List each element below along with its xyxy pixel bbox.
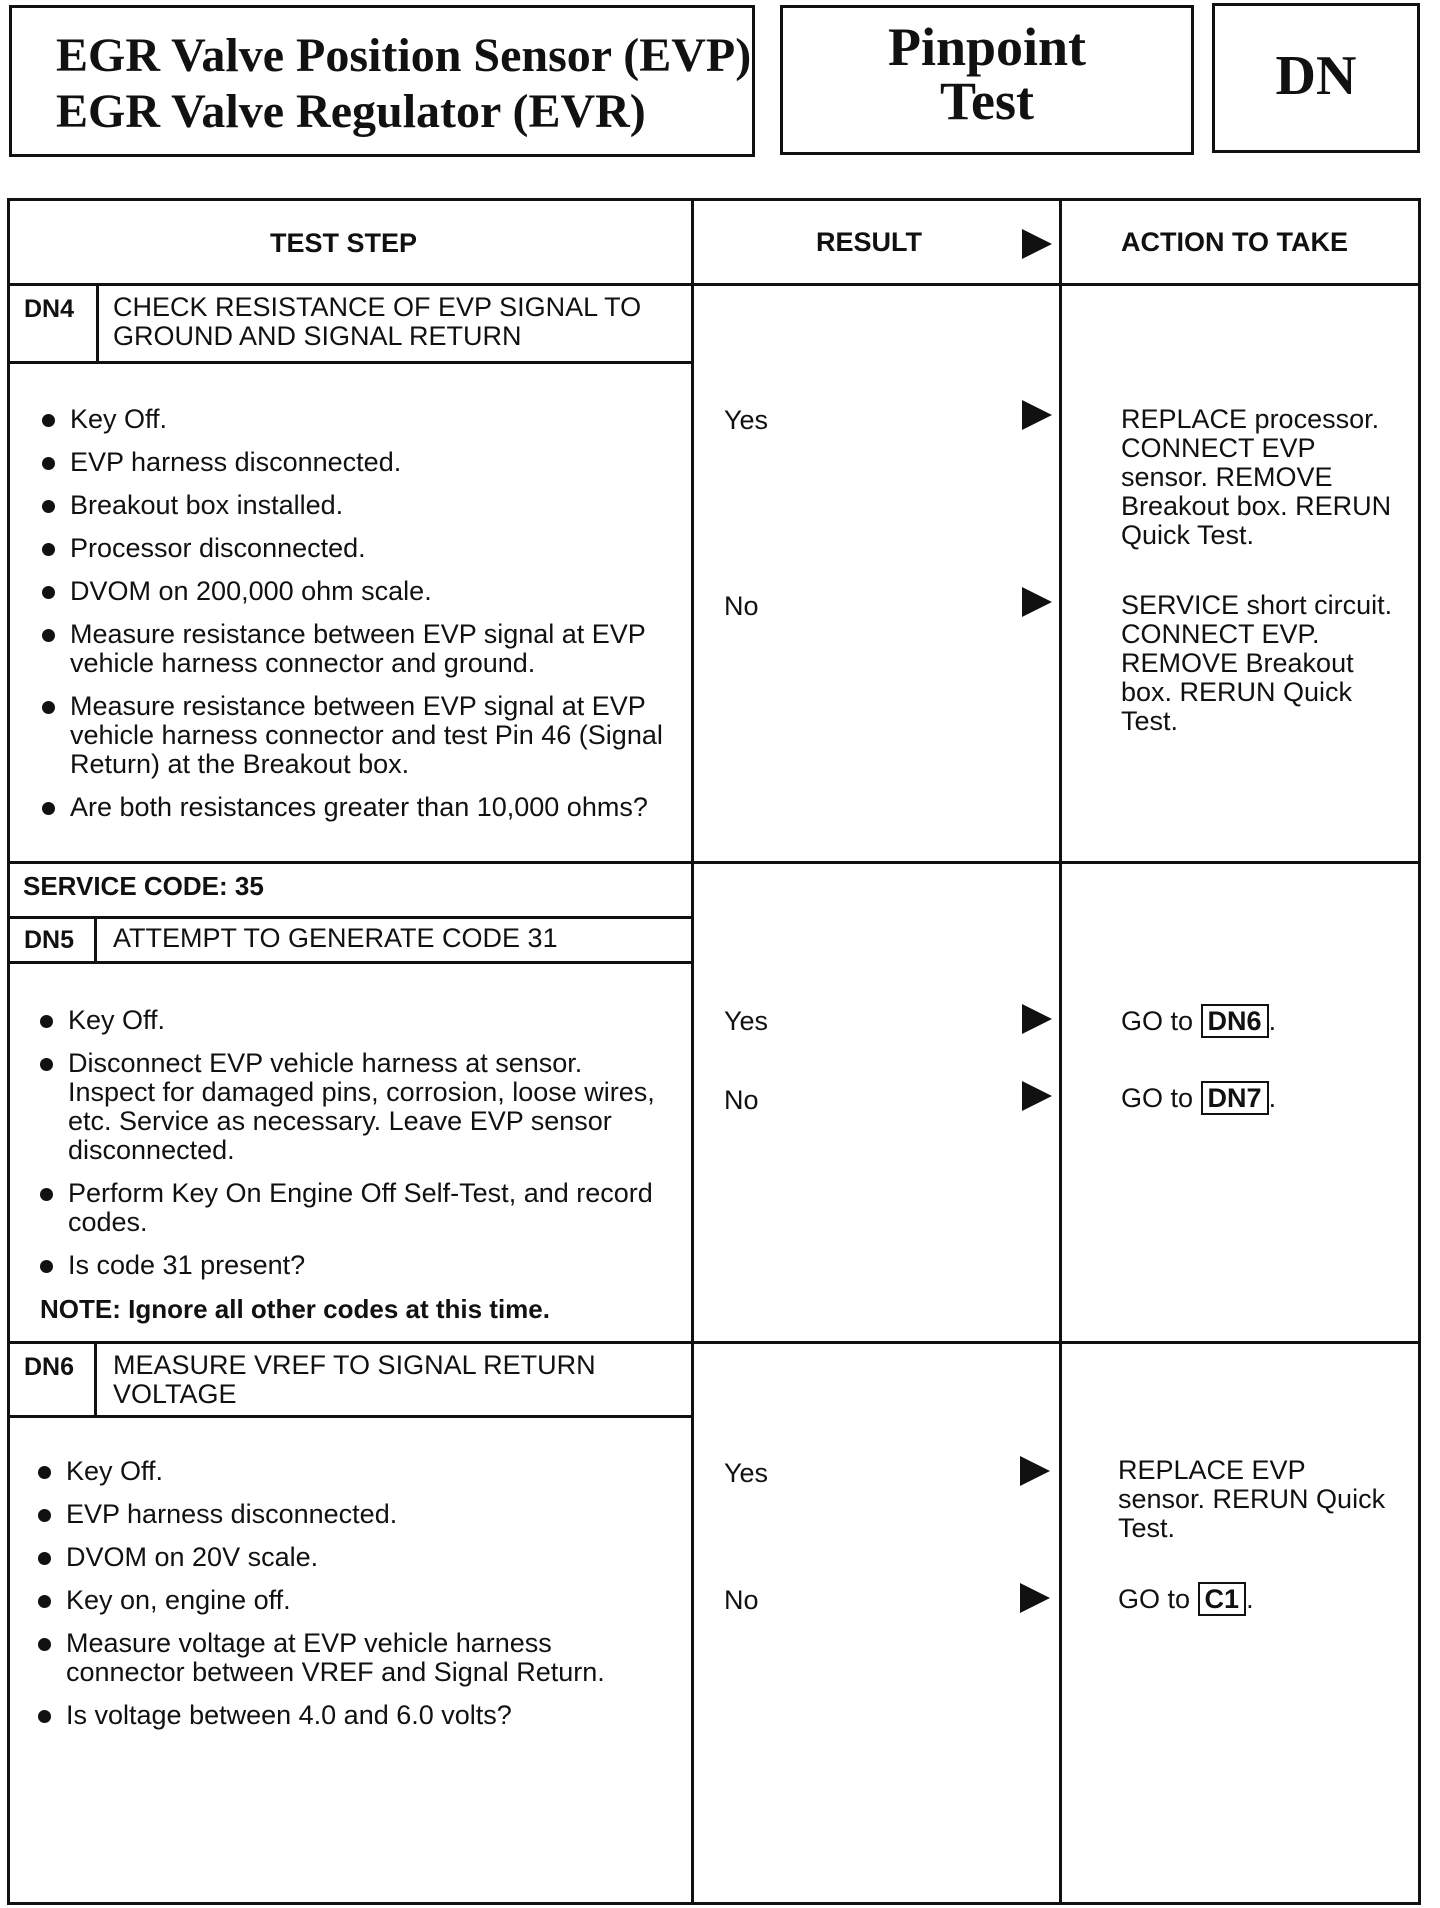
list-item: Measure resistance between EVP signal at EVP vehicle harness connector and ground.	[40, 620, 680, 678]
list-item: Key on, engine off.	[36, 1586, 666, 1615]
step-title-dn5: ATTEMPT TO GENERATE CODE 31	[113, 923, 558, 953]
arrow-right-icon	[1022, 1004, 1052, 1034]
step-title-divider	[10, 961, 691, 964]
step-title-line: GROUND AND SIGNAL RETURN	[113, 321, 522, 351]
step-title-line: CHECK RESISTANCE OF EVP SIGNAL TO	[113, 292, 642, 322]
dn5-result-yes: Yes	[724, 1006, 769, 1036]
title-box	[9, 5, 755, 157]
period: .	[1268, 1006, 1277, 1036]
list-item: DVOM on 20V scale.	[36, 1543, 666, 1572]
list-item: Key Off.	[40, 405, 680, 434]
section-divider	[10, 861, 1418, 864]
header-test-step: TEST STEP	[270, 228, 418, 258]
column-divider	[691, 201, 694, 1902]
step-id-divider	[96, 283, 99, 361]
dn4-no-action	[1121, 591, 1392, 736]
step-id-dn5: DN5	[24, 926, 75, 954]
list-item: Disconnect EVP vehicle harness at sensor. Inspect for damaged pins, corrosion, loose wires, etc. Service as necessary. Leave EVP sensor disconnected.	[38, 1049, 658, 1165]
list-item: Breakout box installed.	[40, 491, 680, 520]
action-line: CONNECT EVP	[1121, 433, 1316, 463]
title-line-1: EGR Valve Position Sensor (EVP)	[56, 29, 752, 82]
list-item: Key Off.	[36, 1457, 666, 1486]
section-divider	[10, 1341, 1418, 1344]
step-id-divider	[94, 1341, 97, 1415]
dn4-result-yes: Yes	[724, 405, 769, 435]
step-title-dn6	[113, 1351, 596, 1409]
list-item: Measure resistance between EVP signal at EVP vehicle harness connector and test Pin 46 (Signal Return) at the Breakout box.	[40, 692, 680, 779]
service-code-divider	[10, 916, 691, 919]
action-line: Test.	[1118, 1513, 1176, 1543]
arrow-right-icon	[1020, 1583, 1050, 1613]
pinpoint-test-box	[780, 5, 1194, 155]
dn4-yes-action	[1121, 405, 1391, 550]
dn6-yes-action	[1118, 1456, 1385, 1543]
goto-dn6-link[interactable]: DN6	[1201, 1004, 1269, 1038]
action-line: sensor. RERUN Quick	[1118, 1484, 1386, 1514]
dn5-result-no: No	[724, 1085, 759, 1115]
action-line: SERVICE short circuit.	[1121, 590, 1393, 620]
dn5-note: NOTE: Ignore all other codes at this time.	[40, 1294, 550, 1324]
action-line: CONNECT EVP.	[1121, 619, 1320, 649]
action-line: Breakout box. RERUN	[1121, 491, 1392, 521]
dn6-result-no: No	[724, 1585, 759, 1615]
arrow-right-icon	[1022, 587, 1052, 617]
dn5-no-action	[1121, 1081, 1276, 1115]
arrow-right-icon	[1022, 400, 1052, 430]
step-id-dn6: DN6	[24, 1353, 75, 1381]
arrow-right-icon	[1020, 1456, 1050, 1486]
header-result: RESULT	[816, 227, 922, 257]
step-title-line: VOLTAGE	[113, 1379, 237, 1409]
action-line: box. RERUN Quick	[1121, 677, 1353, 707]
test-code: DN	[1275, 45, 1357, 107]
step-id-divider	[94, 916, 97, 961]
action-line: REMOVE Breakout	[1121, 648, 1354, 678]
period: .	[1246, 1584, 1254, 1614]
column-divider	[1059, 201, 1062, 1902]
step-title-line: MEASURE VREF TO SIGNAL RETURN	[113, 1350, 596, 1380]
list-item: EVP harness disconnected.	[40, 448, 680, 477]
header-action-to-take: ACTION TO TAKE	[1121, 227, 1348, 257]
dn5-bullet-list	[38, 1006, 658, 1294]
goto-dn7-link[interactable]: DN7	[1201, 1081, 1269, 1115]
header-divider	[10, 283, 1418, 286]
dn6-result-yes: Yes	[724, 1458, 769, 1488]
list-item: Key Off.	[38, 1006, 658, 1035]
dn6-no-action	[1118, 1582, 1254, 1616]
period: .	[1268, 1083, 1277, 1113]
goto-c1-link[interactable]: C1	[1198, 1582, 1247, 1616]
goto-label: GO to	[1121, 1083, 1194, 1113]
list-item: Processor disconnected.	[40, 534, 680, 563]
dn6-bullet-list	[36, 1457, 666, 1744]
action-line: sensor. REMOVE	[1121, 462, 1333, 492]
test-label: Test	[939, 71, 1035, 131]
action-line: Quick Test.	[1121, 520, 1255, 550]
title-line-2: EGR Valve Regulator (EVR)	[56, 85, 646, 138]
step-title-dn4	[113, 293, 641, 351]
step-title-divider	[10, 361, 691, 364]
list-item: Perform Key On Engine Off Self-Test, and record codes.	[38, 1179, 658, 1237]
service-code: SERVICE CODE: 35	[23, 871, 264, 901]
goto-label: GO to	[1118, 1584, 1191, 1614]
goto-label: GO to	[1121, 1006, 1194, 1036]
pinpoint-label: Pinpoint	[887, 17, 1087, 77]
step-title-divider	[10, 1415, 691, 1418]
arrow-right-icon	[1022, 1081, 1052, 1111]
action-line: REPLACE EVP	[1118, 1455, 1306, 1485]
dn4-bullet-list	[40, 405, 680, 836]
list-item: Are both resistances greater than 10,000 ohms?	[40, 793, 680, 822]
dn5-yes-action	[1121, 1004, 1276, 1038]
action-line: Test.	[1121, 706, 1179, 736]
list-item: DVOM on 200,000 ohm scale.	[40, 577, 680, 606]
list-item: Is code 31 present?	[38, 1251, 658, 1280]
dn4-result-no: No	[724, 591, 759, 621]
list-item: EVP harness disconnected.	[36, 1500, 666, 1529]
test-code-box	[1212, 3, 1420, 153]
arrow-right-icon	[1022, 229, 1052, 259]
list-item: Measure voltage at EVP vehicle harness connector between VREF and Signal Return.	[36, 1629, 666, 1687]
list-item: Is voltage between 4.0 and 6.0 volts?	[36, 1701, 666, 1730]
step-id-dn4: DN4	[24, 295, 75, 323]
action-line: REPLACE processor.	[1121, 404, 1380, 434]
pinpoint-table	[7, 198, 1421, 1905]
